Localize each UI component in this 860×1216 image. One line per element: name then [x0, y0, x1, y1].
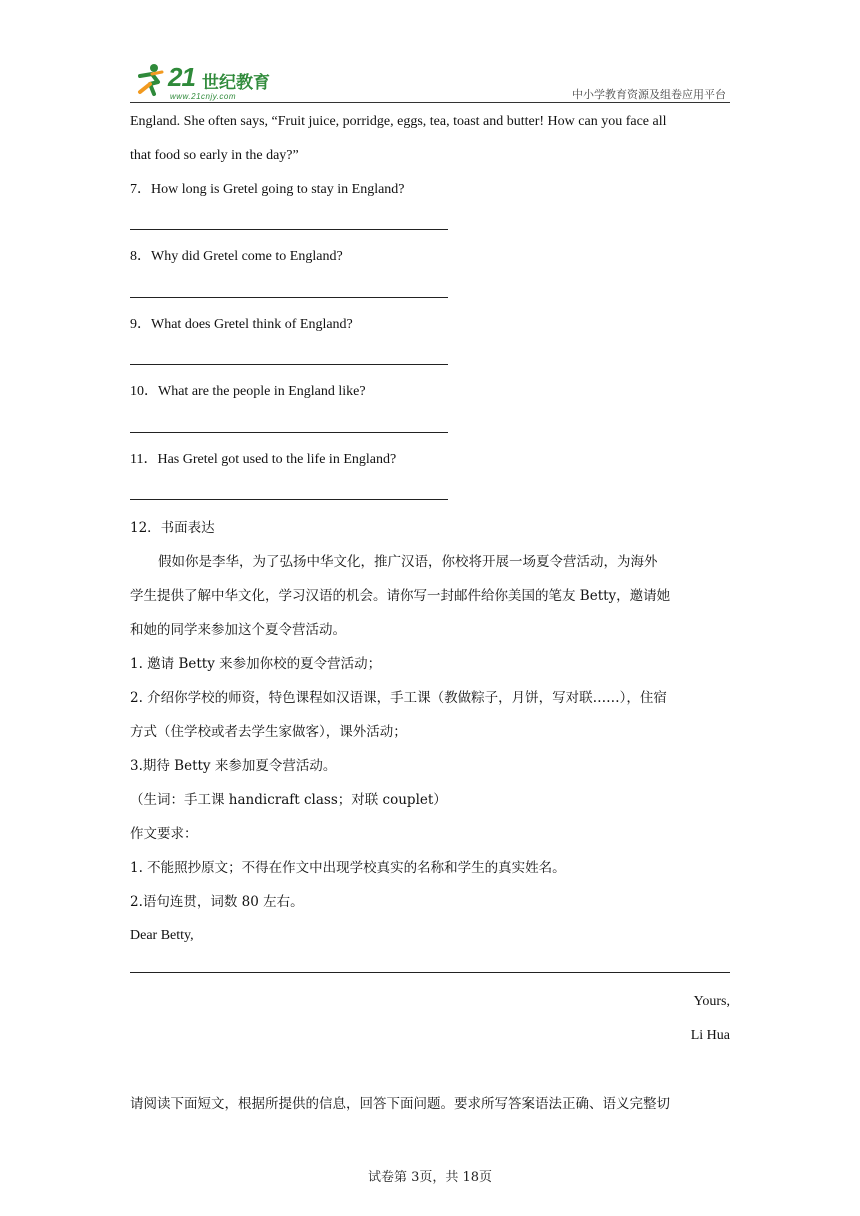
salutation: Dear Betty, [130, 928, 194, 943]
logo-url: www.21cnjy.com [170, 92, 236, 101]
signature: Li Hua [690, 1028, 730, 1043]
closing: Yours, [693, 994, 730, 1009]
logo-chinese: 世纪教育 [202, 73, 270, 93]
page-header [130, 60, 730, 104]
writing-point-1: 1. 邀请 Betty 来参加你校的夏令营活动； [130, 656, 382, 672]
platform-name: 中小学教育资源及组卷应用平台 [572, 88, 726, 101]
requirement-2: 2.语句连贯，词数 80 左右。 [130, 894, 304, 910]
question-8: 8．Why did Gretel come to England? [130, 249, 343, 264]
question-11: 11．Has Gretel got used to the life in England? [130, 452, 397, 467]
runner-logo-icon [130, 62, 168, 98]
question-9: 9．What does Gretel think of England? [130, 317, 353, 332]
passage-line: that food so early in the day?” [130, 148, 299, 163]
writing-intro: 学生提供了解中华文化，学习汉语的机会。请你写一封邮件给你美国的笔友 Betty，邀请她 [130, 588, 671, 604]
next-section-instruction: 请阅读下面短文，根据所提供的信息，回答下面问题。要求所写答案语法正确、语义完整切 [130, 1096, 670, 1112]
writing-title: 12．书面表达 [130, 520, 215, 536]
answer-line-9[interactable] [130, 364, 448, 365]
logo-number: 21 [168, 62, 195, 92]
answer-line-7[interactable] [130, 229, 448, 230]
header-rule [130, 102, 730, 103]
answer-line-11[interactable] [130, 499, 448, 500]
answer-line-10[interactable] [130, 432, 448, 433]
writing-intro: 假如你是李华，为了弘扬中华文化，推广汉语，你校将开展一场夏令营活动，为海外 [158, 554, 658, 570]
answer-line-8[interactable] [130, 297, 448, 298]
writing-point-2: 2. 介绍你学校的师资，特色课程如汉语课，手工课（教做粽子，月饼，写对联……），住宿 [130, 690, 667, 706]
writing-answer-line[interactable] [130, 972, 730, 973]
page-footer: 试卷第 3页，共 18页 [367, 1170, 493, 1185]
passage-line: England. She often says, “Fruit juice, porridge, eggs, tea, toast and butter! How can you face all [130, 114, 667, 129]
requirements-title: 作文要求： [130, 826, 198, 842]
logo [130, 62, 280, 102]
requirement-1: 1. 不能照抄原文；不得在作文中出现学校真实的名称和学生的真实姓名。 [130, 860, 566, 876]
writing-point-2-cont: 方式（住学校或者去学生家做客），课外活动； [130, 724, 407, 740]
writing-intro: 和她的同学来参加这个夏令营活动。 [130, 622, 346, 638]
writing-point-3: 3.期待 Betty 来参加夏令营活动。 [130, 758, 337, 774]
question-10: 10．What are the people in England like? [130, 384, 366, 399]
question-7: 7．How long is Gretel going to stay in England? [130, 182, 405, 197]
vocabulary-note: （生词：手工课 handicraft class；对联 couplet） [130, 792, 447, 808]
